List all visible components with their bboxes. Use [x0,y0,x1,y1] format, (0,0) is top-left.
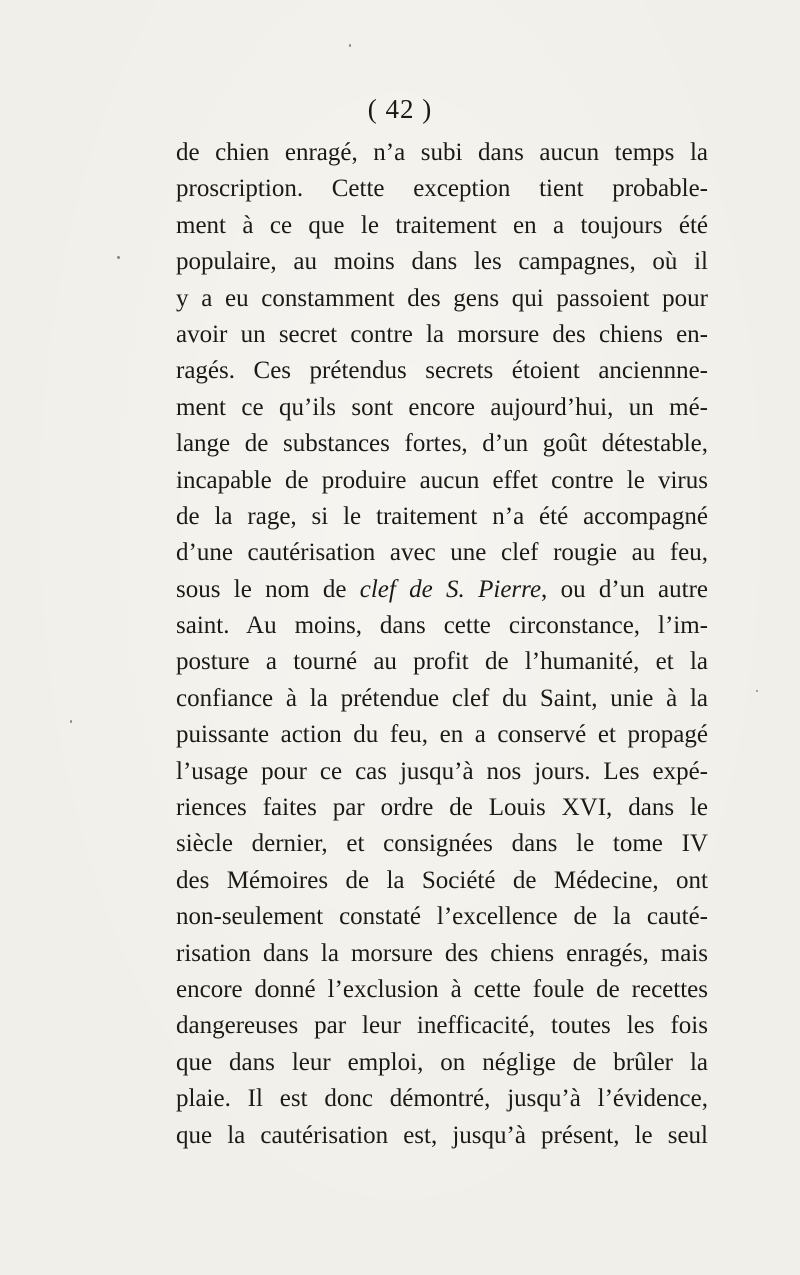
text-line [176,208,708,244]
text-line [176,353,708,389]
text-line [176,390,708,426]
text-run: d’une cautérisation avec une clef rougie au feu, [176,539,708,567]
text-line [176,899,708,935]
text-line [176,826,708,862]
page-number: ( 42 ) [367,94,433,124]
text-line [176,608,708,644]
text-run: , ou d’un autre [541,575,708,603]
text-run: des Mémoires de la Société de Médecine, ont [176,866,708,894]
text-run: siècle dernier, et consignées dans le tome IV [176,830,708,858]
text-line [176,681,708,717]
text-run: avoir un secret contre la morsure des chiens en- [176,320,708,348]
text-run: plaie. Il est donc démontré, jusqu’à l’évidence, [176,1085,708,1113]
text-run: non-seulement constaté l’excellence de la cauté- [176,903,708,931]
text-line [176,1118,708,1154]
text-run: incapable de produire aucun effet contre le virus [176,466,708,494]
text-line [176,281,708,317]
text-run: ragés. Ces prétendus secrets étoient anciennne- [176,357,708,385]
text-run: confiance à la prétendue clef du Saint, unie à la [176,684,708,712]
text-line [176,426,708,462]
text-run: dangereuses par leur inefficacité, toutes les fois [176,1012,708,1040]
text-line [176,463,708,499]
text-line [176,135,708,171]
text-run: que la cautérisation est, jusqu’à présent, le seul [176,1121,708,1149]
text-run: de chien enragé, n’a subi dans aucun temps la [176,139,708,166]
text-line [176,317,708,353]
body-text [176,135,708,1154]
text-line [176,1081,708,1117]
text-run: de la rage, si le traitement n’a été accompagné [176,502,708,530]
text-run: lange de substances fortes, d’un goût détestable, [176,430,708,458]
text-run: posture a tourné au profit de l’humanité, et la [176,648,708,676]
paper-speck [70,720,72,723]
text-run: y a eu constamment des gens qui passoient pour [176,284,708,312]
text-run: saint. Au moins, dans cette circonstance, l’im- [176,612,708,640]
text-line [176,754,708,790]
text-line [176,644,708,680]
text-run: l’usage pour ce cas jusqu’à nos jours. Les expé- [176,757,708,785]
text-line [176,244,708,280]
text-run: encore donné l’exclusion à cette foule de recettes [176,975,708,1003]
text-run: ment ce qu’ils sont encore aujourd’hui, un mé- [176,393,708,421]
text-run: risation dans la morsure des chiens enragés, mais [176,939,708,967]
text-line [176,863,708,899]
text-line [176,572,708,608]
italic-text: clef de S. Pierre [359,575,542,603]
text-run: populaire, au moins dans les campagnes, où il [176,248,708,276]
text-run: riences faites par ordre de Louis XVI, dans le [176,794,708,822]
text-run: sous le nom de [176,575,360,603]
text-line [176,936,708,972]
text-line [176,790,708,826]
text-run: que dans leur emploi, on néglige de brûler la [176,1048,708,1076]
text-run: ment à ce que le traitement en a toujours été [176,211,708,239]
text-line [176,1008,708,1044]
paper-speck [349,44,351,47]
text-run: puissante action du feu, en a conservé et propagé [176,721,708,749]
paper-speck [756,690,758,692]
text-line [176,717,708,753]
text-line [176,972,708,1008]
text-line [176,499,708,535]
text-run: proscription. Cette exception tient probable- [176,175,708,203]
paper-speck [117,256,120,259]
text-line [176,1045,708,1081]
text-line [176,535,708,571]
text-line [176,171,708,207]
